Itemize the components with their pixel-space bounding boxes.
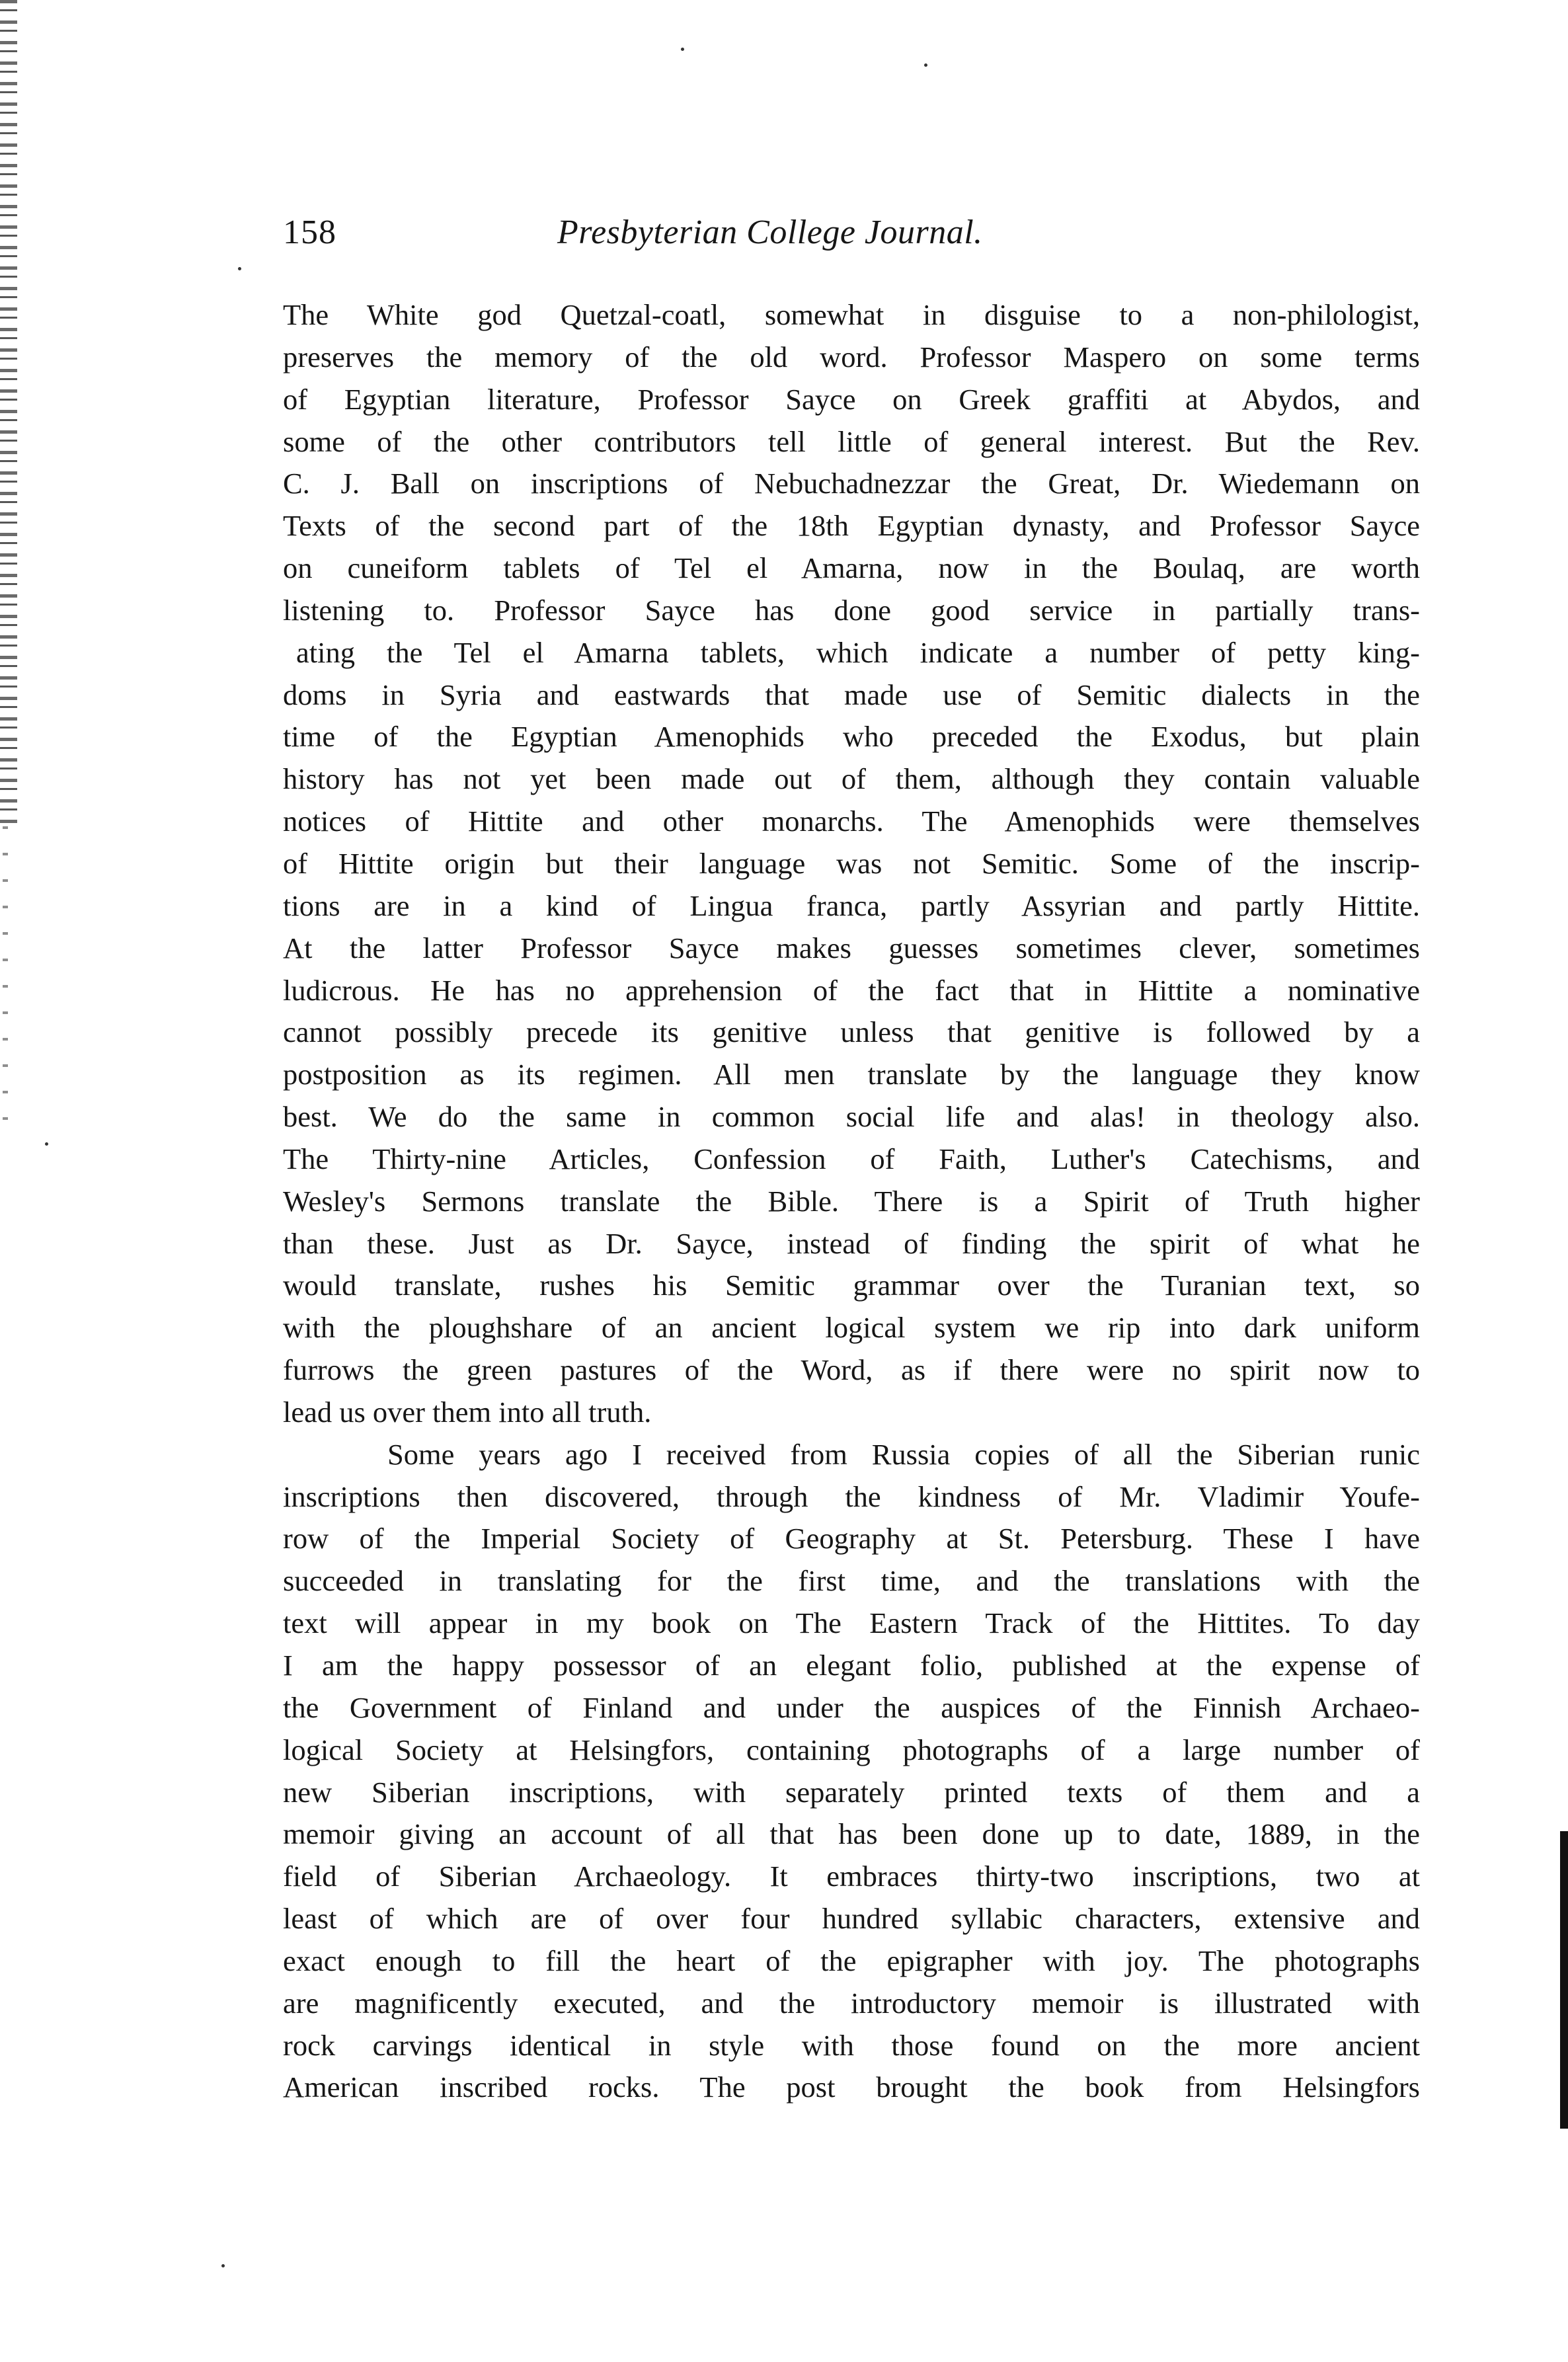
text-line: Wesley's Sermons translate the Bible. There is a Spirit of Truth higher: [283, 1184, 1420, 1218]
text-line: rock carvings identical in style with those found on the more ancient: [283, 2028, 1420, 2062]
text-line: the Government of Finland and under the auspices of the Finnish Archaeo-: [283, 1690, 1420, 1724]
text-line: text will appear in my book on The Eastern Track of the Hittites. To day: [283, 1606, 1420, 1640]
text-line: time of the Egyptian Amenophids who preceded the Exodus, but plain: [283, 720, 1420, 754]
text-line: American inscribed rocks. The post brought the book from Helsingfors: [283, 2070, 1420, 2104]
scan-speck: [681, 48, 684, 51]
text-line: would translate, rushes his Semitic grammar over the Turanian text, so: [283, 1269, 1420, 1302]
page-number: 158: [283, 214, 336, 251]
text-line: doms in Syria and eastwards that made use of Semitic dialects in the: [283, 678, 1420, 711]
page-edge-shadow: [1560, 1831, 1568, 2129]
text-line: cannot possibly precede its genitive unless that genitive is followed by a: [283, 1015, 1420, 1049]
text-line: on cuneiform tablets of Tel el Amarna, now in the Boulaq, are worth: [283, 551, 1420, 585]
text-line: succeeded in translating for the first time, and the translations with the: [283, 1564, 1420, 1598]
text-line: best. We do the same in common social life and alas! in theology also.: [283, 1100, 1420, 1134]
body-text: [283, 294, 1420, 2109]
text-line: preserves the memory of the old word. Professor Maspero on some terms: [283, 340, 1420, 374]
text-line: inscriptions then discovered, through the kindness of Mr. Vladimir Youfe-: [283, 1479, 1420, 1513]
text-line: Texts of the second part of the 18th Egyptian dynasty, and Professor Sayce: [283, 509, 1420, 543]
binding-dots-artifact: [3, 826, 8, 1144]
binding-edge-artifact: [0, 0, 17, 826]
text-line: row of the Imperial Society of Geography at St. Petersburg. These I have: [283, 1522, 1420, 1555]
text-line: of Hittite origin but their language was not Semitic. Some of the inscrip-: [283, 846, 1420, 880]
scan-speck: [238, 267, 241, 270]
text-line: with the ploughshare of an ancient logical system we rip into dark uniform: [283, 1311, 1420, 1345]
text-line: lead us over them into all truth.: [283, 1395, 652, 1429]
text-line: least of which are of over four hundred syllabic characters, extensive and: [283, 1902, 1420, 1936]
text-line: furrows the green pastures of the Word, as if there were no spirit now to: [283, 1353, 1420, 1387]
text-line: of Egyptian literature, Professor Sayce on Greek graffiti at Abydos, and: [283, 382, 1420, 416]
text-line: some of the other contributors tell little of general interest. But the Rev.: [283, 424, 1420, 458]
text-line: C. J. Ball on inscriptions of Nebuchadnezzar the Great, Dr. Wiedemann on: [283, 467, 1420, 500]
text-line: exact enough to fill the heart of the epigrapher with joy. The photographs: [283, 1944, 1420, 1977]
running-title: Presbyterian College Journal.: [557, 214, 983, 251]
text-line: logical Society at Helsingfors, containing photographs of a large number of: [283, 1733, 1420, 1766]
text-line: history has not yet been made out of them, although they contain valuable: [283, 762, 1420, 796]
text-line: I am the happy possessor of an elegant folio, published at the expense of: [283, 1649, 1420, 1682]
text-line: listening to. Professor Sayce has done good service in partially trans-: [283, 593, 1420, 627]
scan-speck: [45, 1142, 48, 1146]
text-line: memoir giving an account of all that has been done up to date, 1889, in the: [283, 1817, 1420, 1851]
text-line: ludicrous. He has no apprehension of the fact that in Hittite a nominative: [283, 973, 1420, 1007]
text-line: tions are in a kind of Lingua franca, partly Assyrian and partly Hittite.: [283, 888, 1420, 922]
text-line: notices of Hittite and other monarchs. The Amenophids were themselves: [283, 805, 1420, 838]
text-line: than these. Just as Dr. Sayce, instead of finding the spirit of what he: [283, 1226, 1420, 1260]
text-line: postposition as its regimen. All men translate by the language they know: [283, 1058, 1420, 1091]
text-line: The Thirty-nine Articles, Confession of Faith, Luther's Catechisms, and: [283, 1142, 1420, 1175]
text-line: At the latter Professor Sayce makes guesses sometimes clever, sometimes: [283, 931, 1420, 964]
text-line: ating the Tel el Amarna tablets, which indicate a number of petty king-: [296, 635, 1420, 669]
scan-speck: [924, 63, 927, 67]
text-line: new Siberian inscriptions, with separately printed texts of them and a: [283, 1775, 1420, 1809]
text-line: The White god Quetzal-coatl, somewhat in disguise to a non-philologist,: [283, 298, 1420, 331]
scan-speck: [221, 2264, 225, 2267]
text-line: field of Siberian Archaeology. It embraces thirty-two inscriptions, two at: [283, 1860, 1420, 1893]
text-line: Some years ago I received from Russia copies of all the Siberian runic: [387, 1437, 1420, 1471]
text-line: are magnificently executed, and the introductory memoir is illustrated with: [283, 1986, 1420, 2020]
page-header: [283, 213, 1156, 266]
